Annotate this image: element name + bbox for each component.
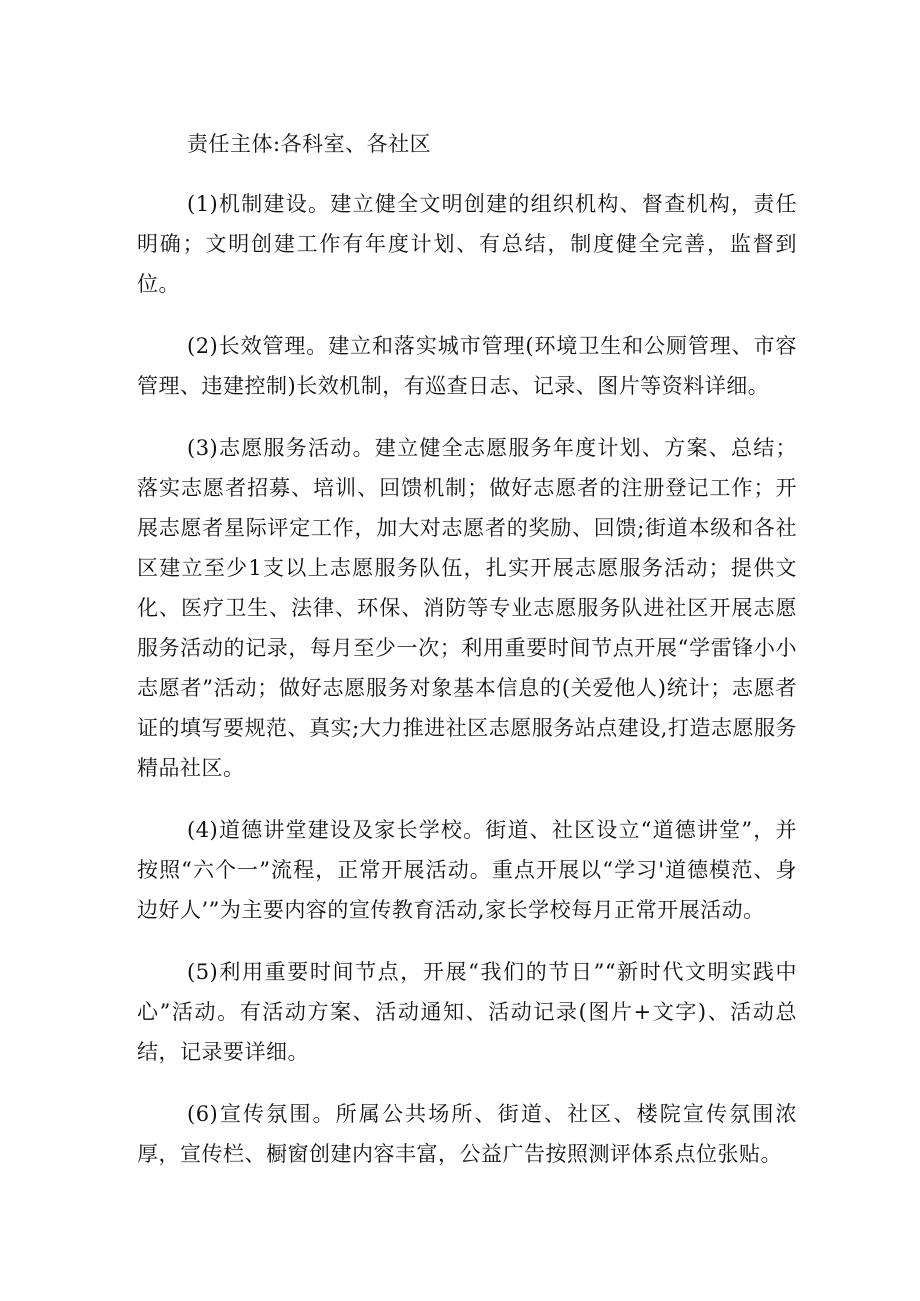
responsible-line: 责任主体:各科室、各社区 bbox=[187, 132, 432, 156]
paragraph-mechanism: (1)机制建设。建立健全文明创建的组织机构、督查机构，责任明确；文明创建工作有年度计划、有总结，制度健全完善，监督到位。 bbox=[137, 192, 797, 296]
paragraph-long-term-management: (2)长效管理。建立和落实城市管理(环境卫生和公厕管理、市容管理、违建控制)长效机制，有巡查日志、记录、图片等资料详细。 bbox=[137, 334, 797, 398]
paragraph-volunteer-service: (3)志愿服务活动。建立健全志愿服务年度计划、方案、总结；落实志愿者招募、培训、回馈机制；做好志愿者的注册登记工作；开展志愿者星际评定工作，加大对志愿者的奖励、回馈;街道本级和各社区建立至少1支以上志愿服务队伍，扎实开展志愿服务活动；提供文化、医疗卫生、法律、环保、消防等专业志愿服务队进社区开展志愿服务活动的记录，每月至少一次；利用重要时间节点开展“学雷锋小小志愿者”活动；做好志愿服务对象基本信息的(关爱他人)统计；志愿者证的填写要规范、真实;大力推进社区志愿服务站点建设,打造志愿服务精品社区。 bbox=[137, 436, 797, 780]
document-body bbox=[137, 124, 797, 1196]
paragraph-publicity-atmosphere: (6)宣传氛围。所属公共场所、街道、社区、楼院宣传氛围浓厚，宣传栏、橱窗创建内容丰富，公益广告按照测评体系点位张贴。 bbox=[137, 1102, 797, 1166]
paragraph-key-time-nodes: (5)利用重要时间节点，开展“我们的节日”“新时代文明实践中心”活动。有活动方案、活动通知、活动记录(图片+文字)、活动总结，记录要详细。 bbox=[137, 960, 797, 1064]
paragraph-moral-lecture-hall: (4)道德讲堂建设及家长学校。街道、社区设立“道德讲堂”，并按照“六个一”流程，正常开展活动。重点开展以“学习'道德模范、身边好人’”为主要内容的宣传教育活动,家长学校每月正常开展活动。 bbox=[137, 818, 797, 922]
